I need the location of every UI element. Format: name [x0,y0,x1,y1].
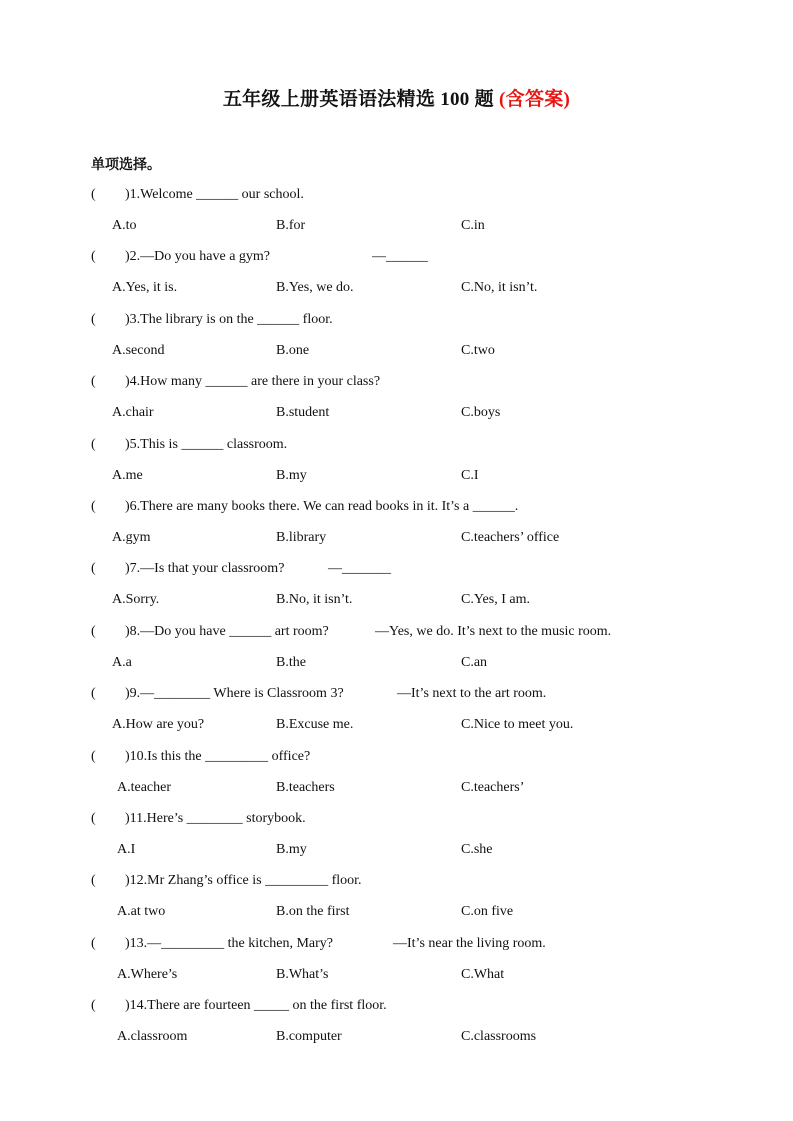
answer-option: C.I [461,467,479,483]
answer-blank: ( [91,748,96,764]
answer-option: A.at two [117,904,166,920]
answer-option: A.classroom [117,1029,188,1045]
answer-option: C.What [461,966,505,982]
answer-blank: ( [91,499,96,514]
answer-option: B.Yes, we do. [276,280,354,296]
question-text: )5.This is ______ classroom. [125,436,288,452]
answer-option: C.teachers’ [461,779,525,795]
answer-option: A.a [112,654,132,670]
answer-blank: ( [91,374,96,390]
question-text: )11.Here’s ________ storybook. [125,811,306,826]
question-text: )6.There are many books there. We can read books in it. It’s a ______. [125,499,519,514]
answer-option: B.No, it isn’t. [276,592,353,608]
question-row [91,249,270,265]
answer-option: A.gym [112,530,151,545]
answer-option: A.teacher [117,779,172,795]
answer-option: C.classrooms [461,1029,537,1045]
answer-blank: ( [91,623,96,639]
question-text: )14.There are fourteen _____ on the first floor. [125,998,387,1014]
answer-option: A.Sorry. [112,592,160,608]
question-row [91,936,333,952]
question-row [91,811,306,827]
answer-option: B.student [276,405,330,421]
answer-blank: ( [91,998,96,1014]
question-text: )13.—_________ the kitchen, Mary? [125,935,334,951]
answer-option: B.the [276,654,306,670]
title-grade: 五年级上册 [222,89,320,110]
answer-option: C.Yes, I am. [461,592,530,608]
answer-blank: ( [91,873,96,889]
question-reply: —______ [372,249,428,265]
question-text: )2.—Do you have a gym? [125,249,271,265]
question-row [91,499,518,515]
question-row [91,374,380,390]
answer-option: C.on five [461,904,514,920]
answer-option: A.Where’s [117,966,178,982]
question-row [91,686,344,702]
answer-option: C.boys [461,405,501,421]
answer-blank: ( [91,187,96,202]
question-text: )7.—Is that your classroom? [125,561,285,577]
answer-option: B.on the first [276,904,350,920]
answer-option: B.library [276,530,327,545]
answer-option: B.my [276,467,307,483]
question-row [91,437,287,453]
question-text: )8.—Do you have ______ art room? [125,623,329,639]
answer-option: B.What’s [276,966,329,982]
section-heading: 单项选择。 [91,157,161,173]
answer-option: B.my [276,842,307,857]
question-reply: —It’s next to the art room. [397,686,547,702]
question-row [91,998,387,1014]
question-reply: —It’s near the living room. [393,935,546,951]
answer-option: B.teachers [276,779,335,795]
answer-option: A.How are you? [112,717,205,733]
answer-option: A.Yes, it is. [112,280,178,296]
answer-option: A.me [112,467,143,483]
answer-option: B.for [276,218,306,233]
question-row [91,312,333,328]
question-text: )3.The library is on the ______ floor. [125,311,333,327]
question-reply: —_______ [328,561,391,577]
answer-blank: ( [91,811,96,826]
question-row [91,873,362,889]
answer-blank: ( [91,935,96,951]
answer-option: C.an [461,654,488,670]
question-text: )9.—________ Where is Classroom 3? [125,686,344,702]
answer-blank: ( [91,436,96,452]
answer-option: A.I [117,842,136,857]
question-row [91,749,310,765]
question-reply: —Yes, we do. It’s next to the music room. [375,623,612,639]
answer-option: B.one [276,342,310,358]
answer-option: B.computer [276,1029,342,1045]
question-row [91,561,284,577]
answer-option: C.Nice to meet you. [461,717,574,733]
question-row [91,187,304,203]
answer-blank: ( [91,686,96,702]
answer-option: C.teachers’ office [461,530,560,545]
answer-option: C.she [461,842,493,857]
answer-blank: ( [91,249,96,265]
question-row [91,624,329,640]
title-answer-note: (含答案) [499,89,571,110]
page-title [0,84,793,111]
question-text: )12.Mr Zhang’s office is _________ floor. [125,873,362,889]
answer-option: B.Excuse me. [276,717,354,733]
answer-option: C.No, it isn’t. [461,280,538,296]
answer-option: C.in [461,218,485,233]
answer-option: C.two [461,342,495,358]
answer-blank: ( [91,311,96,327]
question-text: )10.Is this the _________ office? [125,748,311,764]
title-topic: 英语语法精选 100 题 [319,89,494,110]
answer-option: A.second [112,342,165,358]
answer-option: A.to [112,218,137,233]
question-text: )4.How many ______ are there in your class? [125,374,381,390]
answer-blank: ( [91,561,96,577]
question-text: )1.Welcome ______ our school. [125,187,304,202]
answer-option: A.chair [112,405,154,421]
